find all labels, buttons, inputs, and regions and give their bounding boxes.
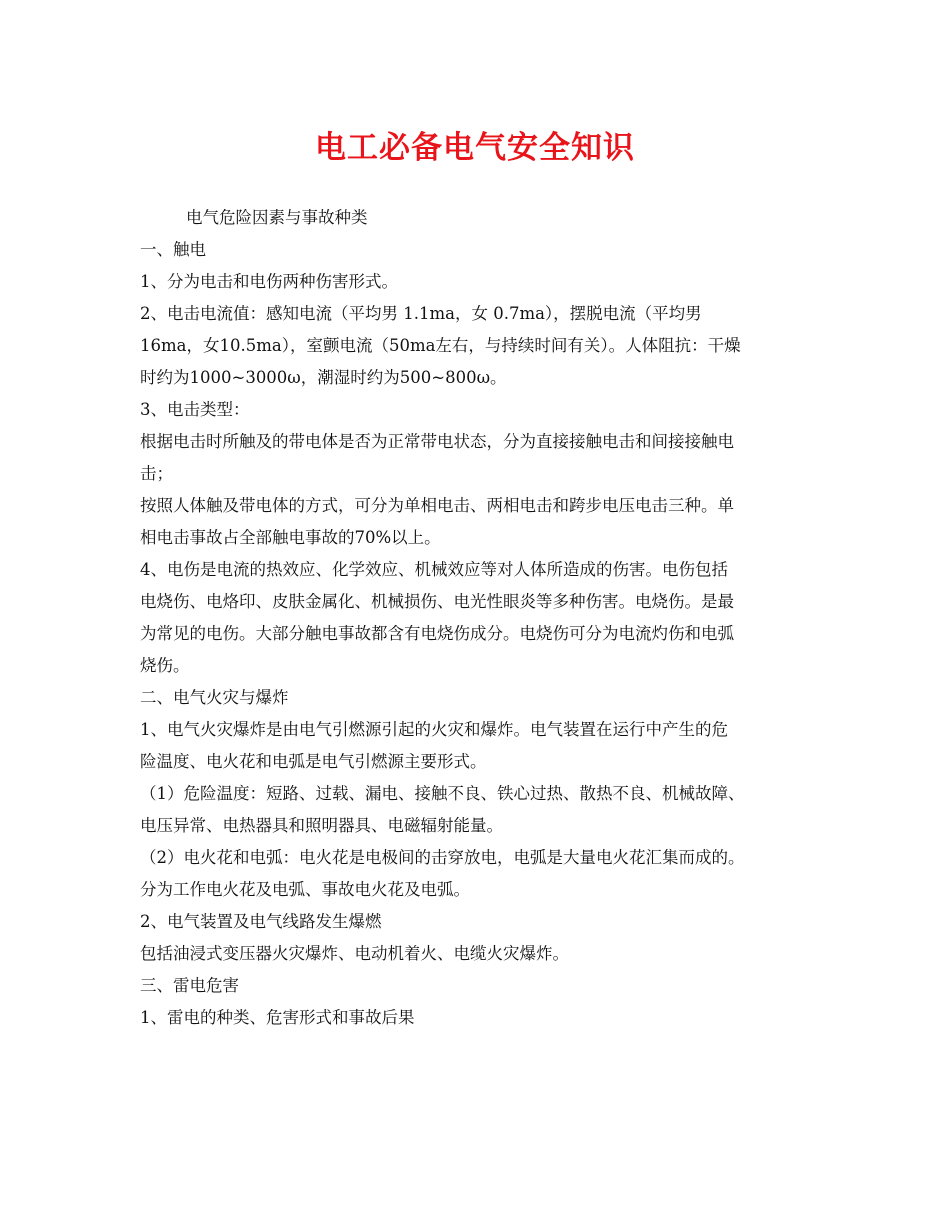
document-title: 电工必备电气安全知识 (315, 130, 635, 166)
paragraph-line: 为常见的电伤。大部分触电事故都含有电烧伤成分。电烧伤可分为电流灼伤和电弧 (140, 624, 734, 643)
paragraph-line: 相电击事故占全部触电事故的70%以上。 (140, 528, 441, 547)
paragraph-line: 根据电击时所触及的带电体是否为正常带电状态，分为直接接触电击和间接接触电 (140, 432, 734, 451)
paragraph-line: 电压异常、电热器具和照明器具、电磁辐射能量。 (140, 816, 503, 835)
paragraph-line: 包括油浸式变压器火灾爆炸、电动机着火、电缆火灾爆炸。 (140, 944, 569, 963)
paragraph-line: 击； (140, 464, 173, 483)
paragraph-line: 2、电击电流值：感知电流（平均男 1.1ma，女 0.7ma），摆脱电流（平均男 (140, 304, 702, 323)
paragraph-line: （2）电火花和电弧：电火花是电极间的击穿放电，电弧是大量电火花汇集而成的。 (140, 848, 745, 867)
paragraph-line: 按照人体触及带电体的方式，可分为单相电击、两相电击和跨步电压电击三种。单 (140, 496, 734, 515)
paragraph-line: 2、电气装置及电气线路发生爆燃 (140, 912, 382, 931)
section-heading: 电气危险因素与事故种类 (186, 208, 368, 227)
paragraph-line: 时约为1000~3000ω，潮湿时约为500~800ω。 (140, 368, 507, 387)
paragraph-line: 1、电气火灾爆炸是由电气引燃源引起的火灾和爆炸。电气装置在运行中产生的危 (140, 720, 728, 739)
paragraph-line: 烧伤。 (140, 656, 190, 675)
paragraph-line: 二、电气火灾与爆炸 (140, 688, 289, 707)
paragraph-line: 分为工作电火花及电弧、事故电火花及电弧。 (140, 880, 470, 899)
paragraph-line: 一、触电 (140, 240, 206, 259)
paragraph-line: 电烧伤、电烙印、皮肤金属化、机械损伤、电光性眼炎等多种伤害。电烧伤。是最 (140, 592, 734, 611)
paragraph-line: 16ma，女10.5ma），室颤电流（50ma左右，与持续时间有关）。人体阻抗：干燥 (140, 336, 741, 355)
paragraph-line: 三、雷电危害 (140, 976, 239, 995)
paragraph-line: 3、电击类型： (140, 400, 250, 419)
paragraph-line: 4、电伤是电流的热效应、化学效应、机械效应等对人体所造成的伤害。电伤包括 (140, 560, 728, 579)
document-body (140, 202, 830, 1034)
paragraph-line: 1、雷电的种类、危害形式和事故后果 (140, 1008, 415, 1027)
paragraph-line: 1、分为电击和电伤两种伤害形式。 (140, 272, 398, 291)
paragraph-line: （1）危险温度：短路、过载、漏电、接触不良、铁心过热、散热不良、机械故障、 (140, 784, 745, 803)
paragraph-line: 险温度、电火花和电弧是电气引燃源主要形式。 (140, 752, 487, 771)
